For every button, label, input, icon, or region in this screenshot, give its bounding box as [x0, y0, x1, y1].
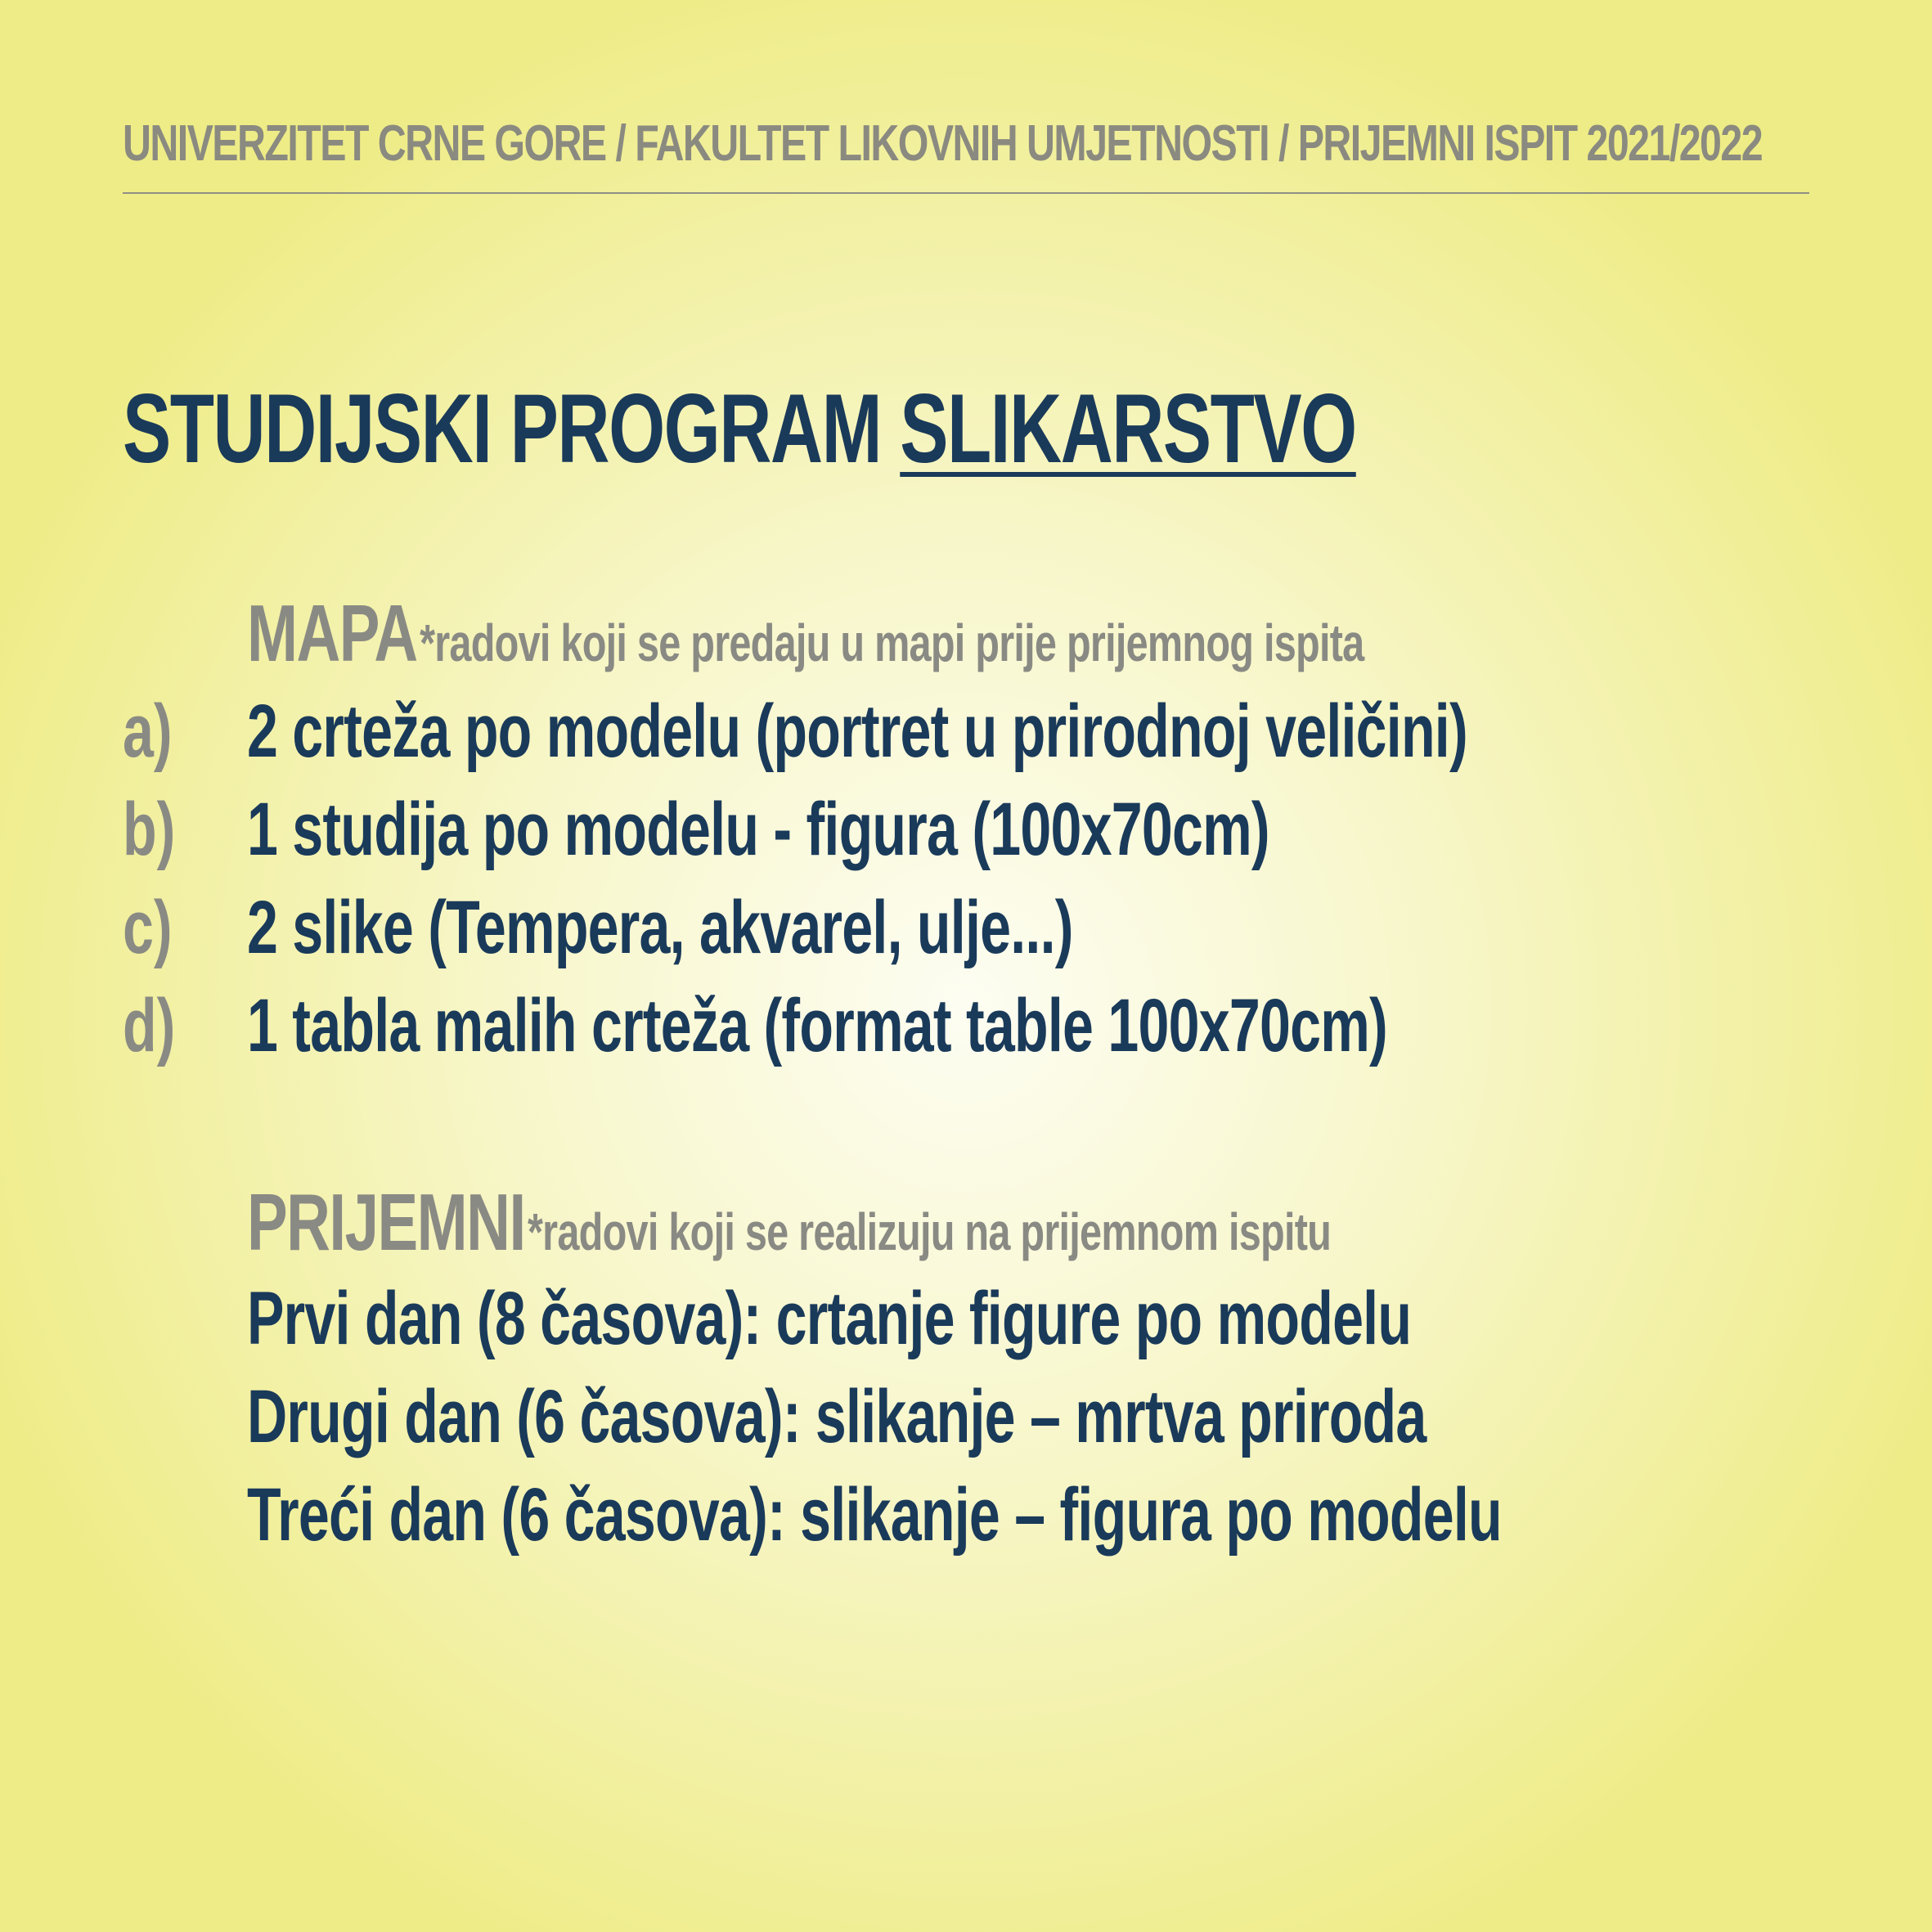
mapa-item: 2 slike (Tempera, akvarel, ulje...) [247, 886, 1073, 969]
mapa-item: 1 tabla malih crteža (format table 100x70cm) [247, 984, 1387, 1067]
mapa-item-marker: a) [123, 690, 173, 773]
prijemni-heading-note: *radovi koji se realizuju na prijemnom ispitu [528, 1202, 1332, 1261]
mapa-item-marker: c) [123, 886, 173, 969]
prijemni-heading [247, 1176, 1331, 1269]
program-title [123, 372, 1356, 485]
prijemni-day: Prvi dan (8 časova): crtanje figure po modelu [247, 1277, 1412, 1360]
mapa-heading-note: *radovi koji se predaju u mapi prije prijemnog ispita [420, 613, 1364, 672]
mapa-heading-label: MAPA [247, 588, 417, 678]
mapa-heading [247, 587, 1364, 680]
mapa-item: 2 crteža po modelu (portret u prirodnoj veličini) [247, 690, 1467, 773]
prijemni-day: Treći dan (6 časova): slikanje – figura po modelu [247, 1473, 1502, 1557]
header-title: UNIVERZITET CRNE GORE / FAKULTET LIKOVNIH UMJETNOSTI / PRIJEMNI ISPIT 2021/2022 [123, 115, 1763, 172]
mapa-item: 1 studija po modelu - figura (100x70cm) [247, 788, 1269, 871]
program-title-emphasis: SLIKARSTVO [900, 374, 1356, 483]
program-title-prefix: STUDIJSKI PROGRAM [123, 374, 901, 483]
header-divider [123, 192, 1809, 194]
prijemni-day: Drugi dan (6 časova): slikanje – mrtva priroda [247, 1375, 1427, 1458]
mapa-item-marker: d) [123, 984, 176, 1067]
prijemni-heading-label: PRIJEMNI [247, 1177, 525, 1267]
mapa-item-marker: b) [123, 788, 176, 871]
